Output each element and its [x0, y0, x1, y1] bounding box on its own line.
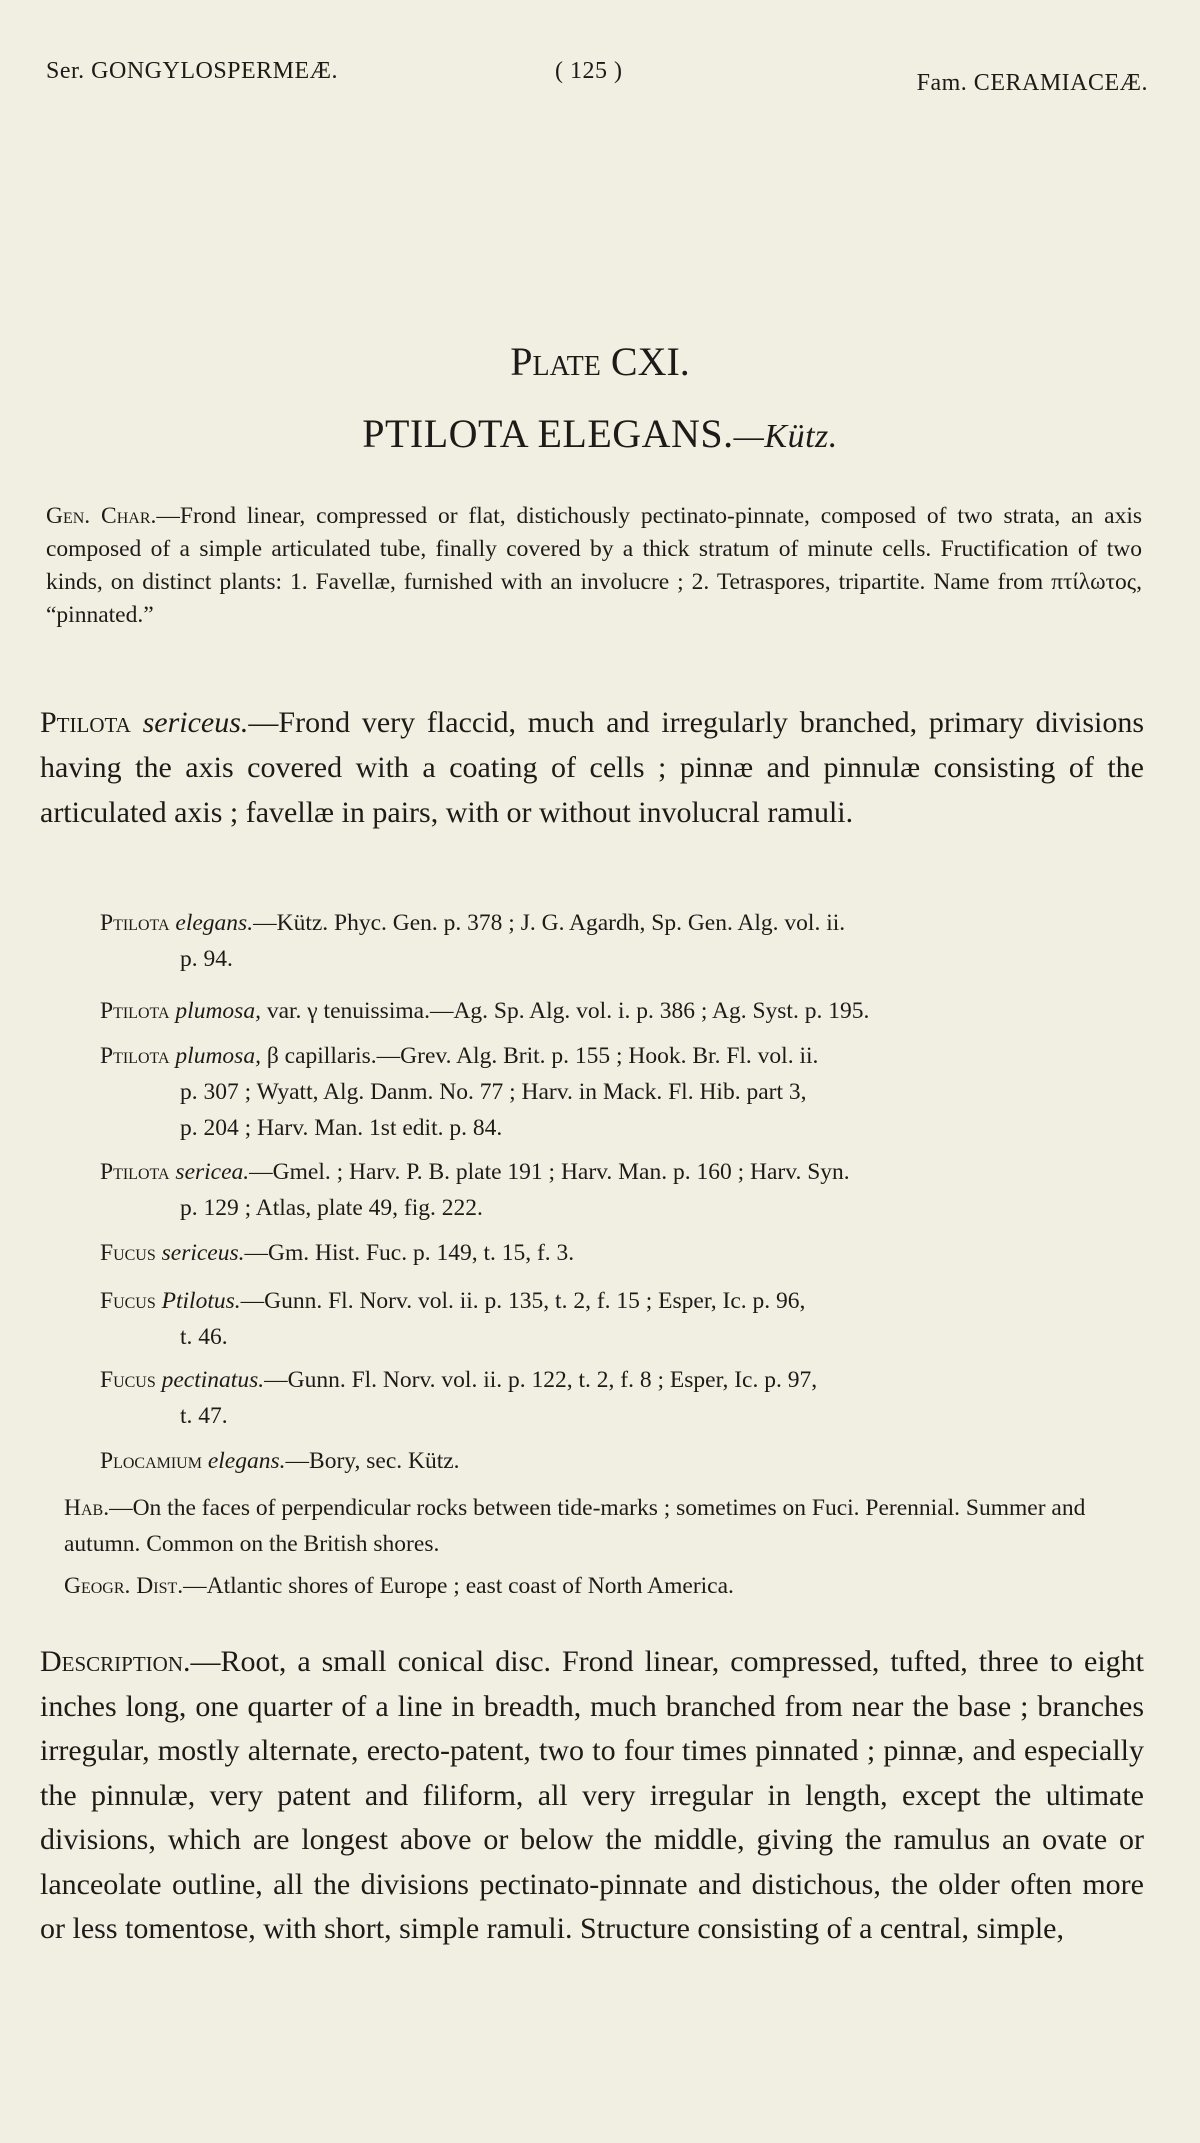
synonym-species: sericea. [175, 1159, 250, 1185]
synonym-citation: —Bory, sec. Kütz. [285, 1448, 460, 1474]
plate-title: Plate CXI. [510, 339, 690, 384]
synonym-species: pectinatus. [161, 1367, 265, 1393]
generic-character [46, 500, 1142, 632]
synonym-citation: —Gunn. Fl. Norv. vol. ii. p. 122, t. 2, f. 8 ; Esper, Ic. p. 97, [264, 1367, 818, 1393]
synonym-genus: Ptilota [100, 1159, 170, 1185]
habitat-label: Hab. [64, 1495, 110, 1521]
page-number: ( 125 ) [555, 58, 623, 84]
synonym-citation: —Gm. Hist. Fuc. p. 149, t. 15, f. 3. [244, 1240, 575, 1266]
diagnosis-species: sericeus. [142, 706, 249, 739]
synonym-entry [100, 1235, 1130, 1271]
habitat [64, 1490, 1134, 1562]
synonym-citation-cont: p. 307 ; Wyatt, Alg. Danm. No. 77 ; Harv. in Mack. Fl. Hib. part 3, [180, 1079, 807, 1105]
synonym-species: sericeus. [161, 1240, 245, 1266]
species-name: PTILOTA ELEGANS. [362, 411, 734, 456]
synonym-citation-cont: p. 204 ; Harv. Man. 1st edit. p. 84. [180, 1115, 503, 1141]
synonym-genus: Ptilota [100, 910, 170, 936]
description-text: —Root, a small conical disc. Frond linear, compressed, tufted, three to eight inches long, one quarter of a line in breadth, much branched from near the base ; branches irregular, mostly alternate, erecto-patent, two to four times pinnated ; pinnæ, and especially the pinnulæ, very patent and filiform, all very irregular in length, except the ultimate divisions, which are longest above or below the middle, giving the ramulus an ovate or lanceolate outline, all the divisions pectinato-pinnate and distichous, the older often more or less tomentose, with short, simple ramuli. Structure consisting of a central, simple, [40, 1645, 1144, 1945]
synonym-citation: —Gmel. ; Harv. P. B. plate 191 ; Harv. Man. p. 160 ; Harv. Syn. [249, 1159, 850, 1185]
synonym-species: plumosa, [175, 998, 261, 1024]
synonym-species: Ptilotus. [161, 1288, 241, 1314]
species-heading [0, 410, 1200, 457]
gen-char-text: —Frond linear, compressed or flat, distichously pectinato-pinnate, composed of two strata, an axis composed of a simple articulated tube, finally covered by a thick stratum of minute cells. Fructification of two kinds, on distinct plants: 1. Favellæ, furnished with an involucre ; 2. Tetraspores, tripartite. Name from πτίλωτος, “pinnated.” [46, 503, 1142, 628]
synonym-genus: Fucus [100, 1288, 156, 1314]
synonym-species: elegans. [175, 910, 254, 936]
description [40, 1640, 1144, 1952]
geographic-distribution [64, 1573, 1134, 1600]
description-label: Description. [40, 1645, 191, 1678]
synonym-genus: Plocamium [100, 1448, 202, 1474]
synonym-species: elegans. [207, 1448, 286, 1474]
diagnosis-genus: Ptilota [40, 706, 131, 739]
gen-char-label: Gen. Char. [46, 503, 157, 529]
running-header-series: Ser. GONGYLOSPERMEÆ. [46, 58, 339, 84]
synonym-genus: Ptilota [100, 1043, 170, 1069]
synonym-citation: var. γ tenuissima.—Ag. Sp. Alg. vol. i. p. 386 ; Ag. Syst. p. 195. [266, 998, 870, 1024]
synonym-entry [100, 1038, 1130, 1146]
geography-label: Geogr. Dist. [64, 1573, 184, 1599]
synonym-entry [100, 1362, 1130, 1434]
diagnosis-text: —Frond very flaccid, much and irregularly branched, primary divisions having the axis covered with a coating of cells ; pinnæ and pinnulæ consisting of the articulated axis ; favellæ in pairs, with or without involucral ramuli. [40, 706, 1145, 829]
synonym-citation: —Kütz. Phyc. Gen. p. 378 ; J. G. Agardh, Sp. Gen. Alg. vol. ii. [253, 910, 846, 936]
synonym-citation: β capillaris.—Grev. Alg. Brit. p. 155 ; Hook. Br. Fl. vol. ii. [266, 1043, 819, 1069]
synonym-entry [100, 1443, 1130, 1479]
running-header-family: Fam. CERAMIACEÆ. [916, 70, 1148, 96]
synonym-species: plumosa, [175, 1043, 261, 1069]
synonym-citation-cont: p. 129 ; Atlas, plate 49, fig. 222. [180, 1195, 483, 1221]
synonym-citation-cont: t. 47. [180, 1403, 228, 1429]
specific-diagnosis [40, 700, 1144, 835]
synonym-entry [100, 993, 1130, 1029]
synonym-entry [100, 1283, 1130, 1355]
geography-text: —Atlantic shores of Europe ; east coast of North America. [183, 1573, 734, 1599]
synonym-citation: —Gunn. Fl. Norv. vol. ii. p. 135, t. 2, f. 15 ; Esper, Ic. p. 96, [240, 1288, 806, 1314]
synonym-entry [100, 905, 1130, 977]
synonym-genus: Ptilota [100, 998, 170, 1024]
synonym-citation-cont: t. 46. [180, 1324, 228, 1350]
synonym-entry [100, 1154, 1130, 1226]
habitat-text: —On the faces of perpendicular rocks between tide-marks ; sometimes on Fuci. Perennial. Summer and autumn. Common on the British shores. [64, 1495, 1086, 1557]
synonym-genus: Fucus [100, 1240, 156, 1266]
species-author: —Kütz. [733, 418, 838, 455]
synonym-genus: Fucus [100, 1367, 156, 1393]
synonym-citation-cont: p. 94. [180, 946, 233, 972]
